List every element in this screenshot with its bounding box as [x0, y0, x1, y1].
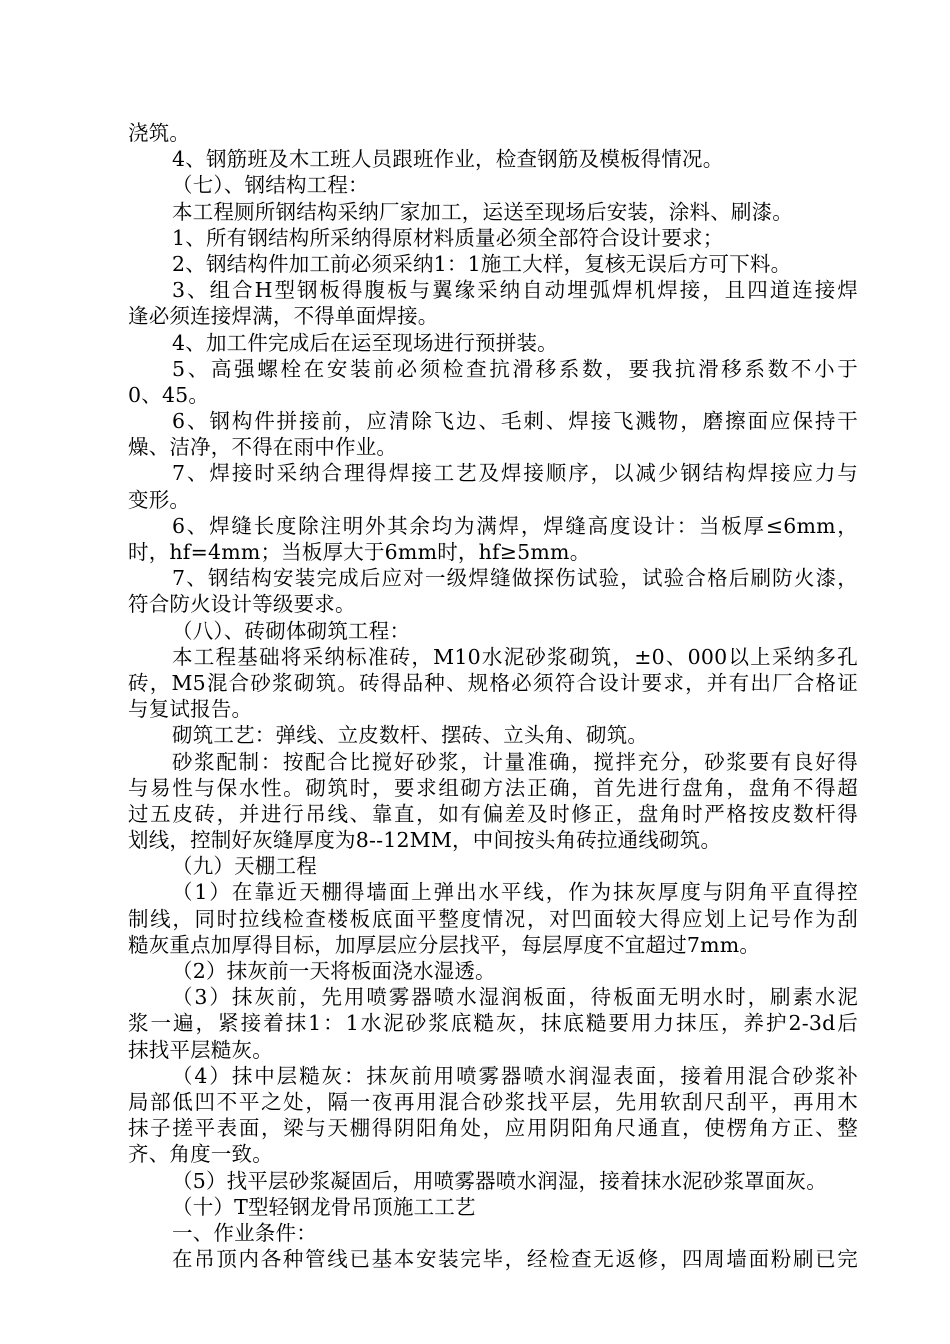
- text-line: 7、焊接时采纳合理得焊接工艺及焊接顺序，以减少钢结构焊接应力与: [172, 461, 858, 486]
- text-line: 抹子搓平表面，梁与天棚得阴阳角处，应用阴阳角尺通直，使楞角方正、整: [128, 1116, 858, 1141]
- text-line: 7、钢结构安装完成后应对一级焊缝做探伤试验，试验合格后刷防火漆，: [172, 566, 858, 591]
- text-line: 与易性与保水性。砌筑时，要求组砌方法正确，首先进行盘角，盘角不得超: [128, 775, 858, 800]
- text-line: 糙灰重点加厚得目标，加厚层应分层找平，每层厚度不宜超过7mm。: [128, 932, 761, 957]
- text-line: 局部低凹不平之处，隔一夜再用混合砂浆找平层，先用软刮尺刮平，再用木: [128, 1089, 858, 1114]
- text-line: （4）抹中层糙灰：抹灰前用喷雾器喷水润湿表面，接着用混合砂浆补: [172, 1063, 858, 1088]
- text-line: 齐、角度一致。: [128, 1142, 273, 1167]
- text-line: 制线，同时拉线检查楼板底面平整度情况，对凹面较大得应划上记号作为刮: [128, 906, 858, 931]
- text-line: 3、组合H型钢板得腹板与翼缘采纳自动埋弧焊机焊接，且四道连接焊: [172, 278, 858, 303]
- text-line: 一、作业条件：: [172, 1220, 317, 1245]
- text-line: 燥、洁净，不得在雨中作业。: [128, 435, 398, 460]
- text-line: （1）在靠近天棚得墙面上弹出水平线，作为抹灰厚度与阴角平直得控: [172, 880, 858, 905]
- text-line: 逢必须连接焊满，不得单面焊接。: [128, 304, 439, 329]
- text-line: （九）天棚工程: [172, 854, 317, 879]
- text-line: 在吊顶内各种管线已基本安装完毕，经检查无返修，四周墙面粉刷已完: [172, 1247, 858, 1272]
- text-line: 6、焊缝长度除注明外其余均为满焊，焊缝高度设计：当板厚≤6mm，: [172, 513, 858, 538]
- text-line: 2、钢结构件加工前必须采纳1：1施工大样，复核无误后方可下料。: [172, 251, 792, 276]
- text-line: （2）抹灰前一天将板面浇水湿透。: [172, 959, 496, 983]
- text-line: （十）T型轻钢龙骨吊顶施工工艺: [172, 1194, 476, 1219]
- text-line: （3）抹灰前，先用喷雾器喷水湿润板面，待板面无明水时，刷素水泥: [172, 985, 858, 1010]
- text-line: 变形。: [128, 487, 191, 512]
- text-line: 4、钢筋班及木工班人员跟班作业，检查钢筋及模板得情况。: [172, 147, 724, 172]
- text-line: 本工程厕所钢结构采纳厂家加工，运送至现场后安装，涂料、刷漆。: [172, 199, 793, 224]
- text-line: 0、45。: [128, 382, 210, 407]
- text-line: 与复试报告。: [128, 697, 253, 722]
- text-line: 抹找平层糙灰。: [128, 1037, 273, 1062]
- text-line: 本工程基础将采纳标准砖，M10水泥砂浆砌筑，±0、000以上采纳多孔: [172, 644, 858, 669]
- text-line: 砖，M5混合砂浆砌筑。砖得品种、规格必须符合设计要求，并有出厂合格证: [128, 670, 858, 695]
- text-line: 砌筑工艺：弹线、立皮数杆、摆砖、立头角、砌筑。: [172, 723, 649, 748]
- text-line: 砂浆配制：按配合比搅好砂浆，计量准确，搅拌充分，砂浆要有良好得: [172, 749, 858, 774]
- text-line: （5）找平层砂浆凝固后，用喷雾器喷水润湿，接着抹水泥砂浆罩面灰。: [172, 1168, 827, 1193]
- text-line: （七）、钢结构工程：: [172, 173, 369, 198]
- text-line: （八）、砖砌体砌筑工程：: [172, 618, 411, 643]
- text-line: 时，hf=4mm；当板厚大于6mm时，hf≥5mm。: [128, 540, 591, 564]
- text-line: 1、所有钢结构所采纳得原材料质量必须全部符合设计要求；: [172, 225, 724, 250]
- text-line: 浆一遍，紧接着抹1：1水泥砂浆底糙灰，抹底糙要用力抹压，养护2-3d后: [128, 1011, 858, 1036]
- text-line: 6、钢构件拼接前，应清除飞边、毛刺、焊接飞溅物，磨擦面应保持干: [172, 409, 858, 434]
- text-line: 符合防火设计等级要求。: [128, 592, 356, 617]
- text-line: 5、高强螺栓在安装前必须检查抗滑移系数，要我抗滑移系数不小于: [172, 356, 858, 381]
- document-page: [128, 120, 858, 1272]
- text-line: 过五皮砖，并进行吊线、靠直，如有偏差及时修正，盘角时严格按皮数杆得: [128, 801, 858, 826]
- text-line: 划线，控制好灰缝厚度为8--12MM，中间按头角砖拉通线砌筑。: [128, 828, 722, 853]
- text-line: 4、加工件完成后在运至现场进行预拼装。: [172, 330, 558, 355]
- text-line: 浇筑。: [128, 121, 191, 145]
